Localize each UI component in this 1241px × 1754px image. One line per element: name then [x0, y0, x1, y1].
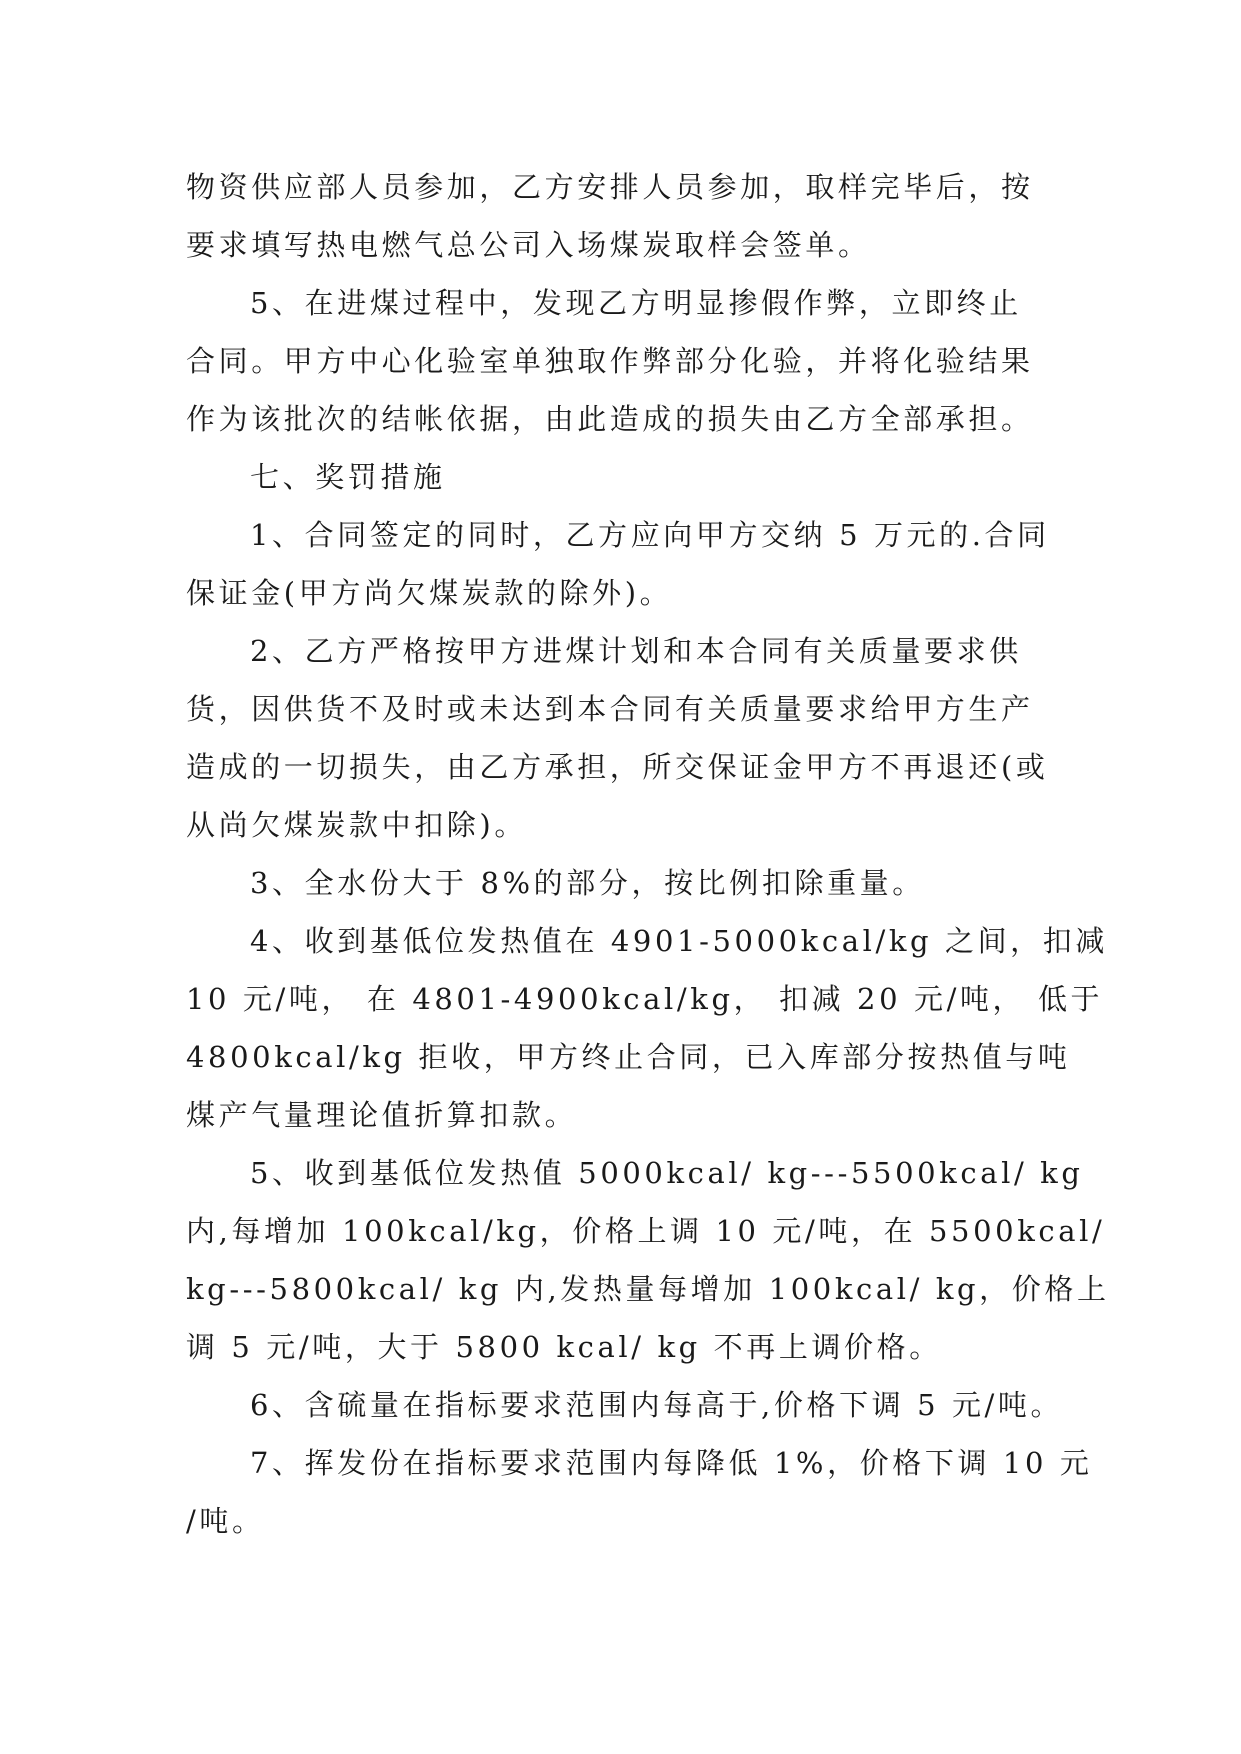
text-line: 要求填写热电燃气总公司入场煤炭取样会签单。 [186, 228, 871, 262]
text-line: 造成的一切损失，由乙方承担，所交保证金甲方不再退还(或 [186, 750, 1049, 784]
text-line: 6、含硫量在指标要求范围内每高于,价格下调 5 元/吨。 [250, 1388, 1064, 1422]
text-line: 调 5 元/吨，大于 5800 kcal/ kg 不再上调价格。 [186, 1330, 942, 1364]
text-line: 合同。甲方中心化验室单独取作弊部分化验，并将化验结果 [186, 344, 1034, 378]
text-line: 1、合同签定的同时，乙方应向甲方交纳 5 万元的.合同 [250, 518, 1050, 552]
text-line: 货，因供货不及时或未达到本合同有关质量要求给甲方生产 [186, 692, 1034, 726]
text-line: 5、在进煤过程中，发现乙方明显掺假作弊，立即终止 [250, 286, 1022, 320]
text-line: 物资供应部人员参加，乙方安排人员参加，取样完毕后，按 [186, 170, 1034, 204]
text-line: 10 元/吨， 在 4801-4900kcal/kg， 扣减 20 元/吨， 低于 [186, 982, 1104, 1016]
text-line: 4、收到基低位发热值在 4901-5000kcal/kg 之间，扣减 [250, 924, 1108, 958]
text-line: 4800kcal/kg 拒收，甲方终止合同，已入库部分按热值与吨 [186, 1040, 1071, 1074]
text-line: 煤产气量理论值折算扣款。 [186, 1098, 578, 1132]
text-line: 5、收到基低位发热值 5000kcal/ kg---5500kcal/ kg [250, 1156, 1084, 1190]
text-line: /吨。 [186, 1504, 265, 1538]
document-body [186, 158, 1110, 1550]
text-line: kg---5800kcal/ kg 内,发热量每增加 100kcal/ kg，价格上 [186, 1272, 1110, 1306]
text-line: 3、全水份大于 8%的部分，按比例扣除重量。 [250, 866, 925, 900]
text-line: 作为该批次的结帐依据，由此造成的损失由乙方全部承担。 [186, 402, 1034, 436]
text-line: 2、乙方严格按甲方进煤计划和本合同有关质量要求供 [250, 634, 1022, 668]
text-line: 从尚欠煤炭款中扣除)。 [186, 808, 527, 842]
text-line: 内,每增加 100kcal/kg，价格上调 10 元/吨，在 5500kcal/ [186, 1214, 1106, 1248]
text-line: 保证金(甲方尚欠煤炭款的除外)。 [186, 576, 673, 610]
text-line: 7、挥发份在指标要求范围内每降低 1%，价格下调 10 元 [250, 1446, 1093, 1480]
section-heading: 七、奖罚措施 [250, 460, 446, 494]
